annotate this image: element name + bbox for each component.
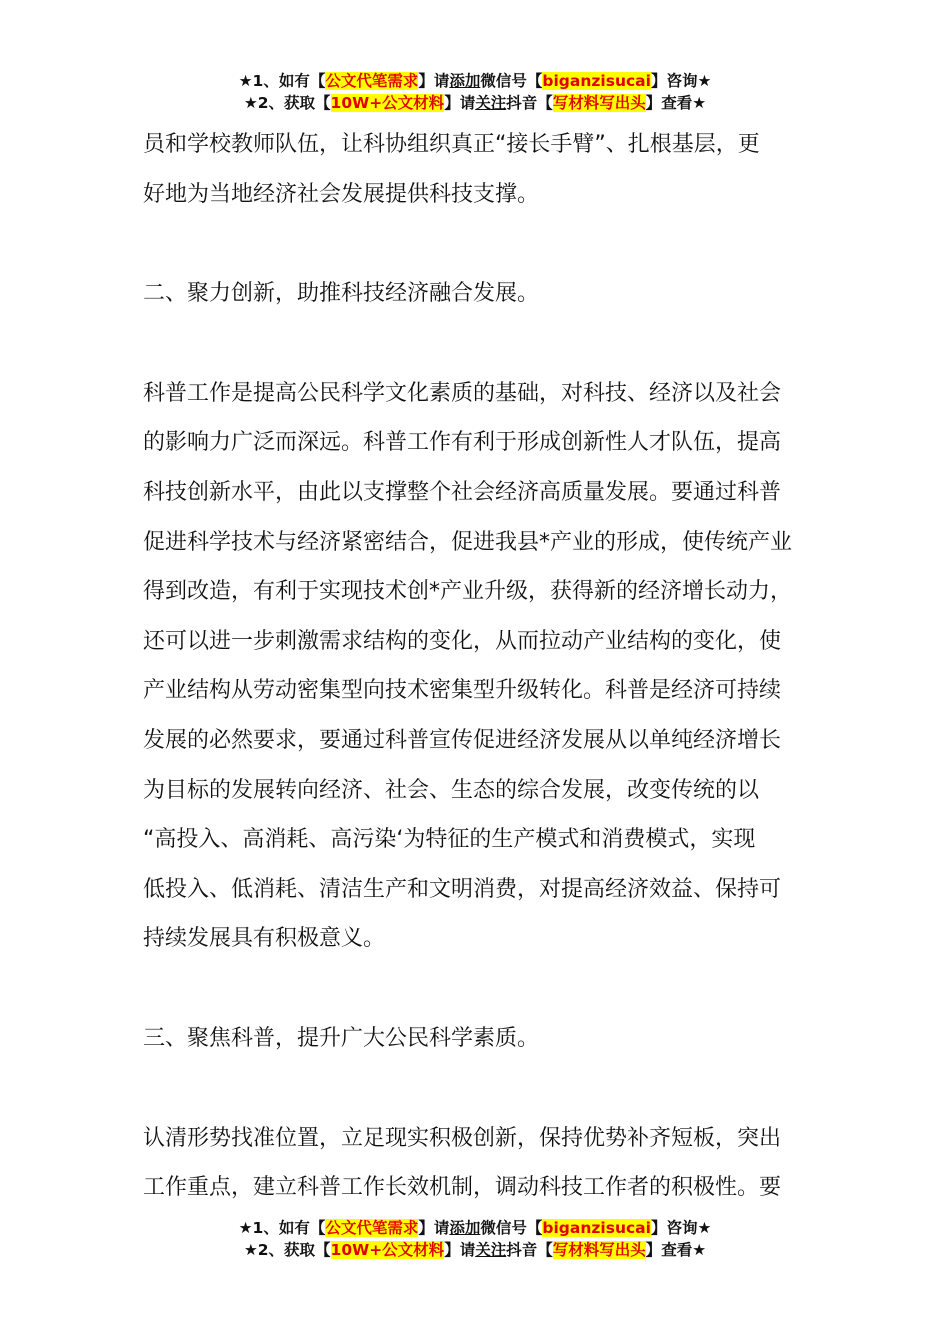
banner-text: 】请 [418, 1219, 450, 1237]
banner-line-1 [0, 1217, 950, 1239]
banner-highlight: 公文代笔需求 [325, 1219, 419, 1237]
text-line: 为目标的发展转向经济、社会、生态的综合发展，改变传统的以 [143, 777, 760, 803]
banner-text: 】请 [444, 94, 476, 112]
banner-highlight: 10W+公文材料 [330, 1241, 445, 1259]
banner-emphasis: 添加 [449, 1219, 481, 1237]
banner-line-2 [0, 1239, 950, 1261]
banner-text: 】请 [418, 72, 450, 90]
banner-emphasis: 关注 [475, 1241, 507, 1259]
text-line: 得到改造，有利于实现技术创*产业升级，获得新的经济增长动力， [143, 579, 793, 605]
heading-text: 二、聚力创新，助推科技经济融合发展。 [143, 281, 540, 307]
banner-highlight: biganzisucai [542, 72, 651, 90]
text-line: 还可以进一步刺激需求结构的变化，从而拉动产业结构的变化，使 [143, 628, 782, 654]
text-line: 好地为当地经济社会发展提供科技支撑。 [143, 181, 540, 207]
text-line: 持续发展具有积极意义。 [143, 926, 386, 952]
text-line: 员和学校教师队伍，让科协组织真正“接长手臂”、扎根基层，更 [143, 132, 760, 157]
heading-text: 三、聚焦科普，提升广大公民科学素质。 [143, 1025, 540, 1051]
footer-banner [0, 1217, 950, 1261]
banner-text: 】咨询★ [650, 1219, 712, 1237]
text-line: 的影响力广泛而深远。科普工作有利于形成创新性人才队伍，提高 [143, 430, 782, 456]
banner-highlight: 写材料写出头 [552, 94, 646, 112]
document-body [143, 120, 811, 1213]
banner-text: 】查看★ [645, 94, 707, 112]
text-line: 发展的必然要求，要通过科普宣传促进经济发展从以单纯经济增长 [143, 727, 782, 753]
banner-emphasis: 关注 [475, 94, 507, 112]
text-line: 促进科学技术与经济紧密结合，促进我县*产业的形成，使传统产业 [143, 529, 793, 555]
banner-line-2 [0, 92, 950, 114]
banner-text: 】咨询★ [650, 72, 712, 90]
banner-text: ★2、获取【 [243, 94, 331, 112]
banner-highlight: 10W+公文材料 [330, 94, 445, 112]
text-line: 认清形势找准位置，立足现实积极创新，保持优势补齐短板，突出 [143, 1125, 782, 1151]
banner-highlight: 公文代笔需求 [325, 72, 419, 90]
banner-text: 抖音【 [506, 94, 553, 112]
banner-text: ★2、获取【 [243, 1241, 331, 1259]
banner-text: 抖音【 [506, 1241, 553, 1259]
text-line: 产业结构从劳动密集型向技术密集型升级转化。科普是经济可持续 [143, 678, 782, 704]
paragraph-2 [143, 369, 811, 964]
paragraph-1 [143, 120, 811, 219]
banner-text: 】请 [444, 1241, 476, 1259]
text-line: 科技创新水平，由此以支撑整个社会经济高质量发展。要通过科普 [143, 479, 782, 505]
banner-text: 】查看★ [645, 1241, 707, 1259]
banner-emphasis: 添加 [449, 72, 481, 90]
banner-text: 微信号【 [480, 1219, 543, 1237]
banner-text: ★1、如有【 [238, 72, 326, 90]
header-banner [0, 70, 950, 114]
banner-line-1 [0, 70, 950, 92]
banner-text: 微信号【 [480, 72, 543, 90]
paragraph-3 [143, 1114, 811, 1213]
text-line: 低投入、低消耗、清洁生产和文明消费，对提高经济效益、保持可 [143, 876, 782, 902]
banner-highlight: 写材料写出头 [552, 1241, 646, 1259]
banner-text: ★1、如有【 [238, 1219, 326, 1237]
section-heading-3 [143, 1014, 811, 1064]
text-line: “高投入、高消耗、高污染‘为特征的生产模式和消费模式，实现 [143, 827, 756, 853]
banner-highlight: biganzisucai [542, 1219, 651, 1237]
section-heading-2 [143, 269, 811, 319]
text-line: 工作重点，建立科普工作长效机制，调动科技工作者的积极性。要 [143, 1175, 782, 1201]
text-line: 科普工作是提高公民科学文化素质的基础，对科技、经济以及社会 [143, 380, 782, 406]
